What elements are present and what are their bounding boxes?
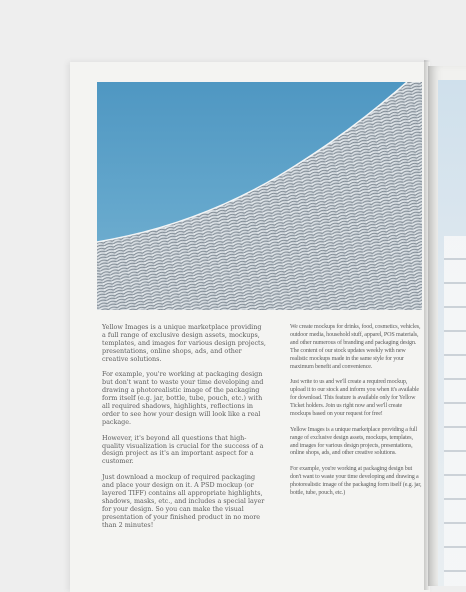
article-column-left [102,324,267,537]
wave-facade-graphic [97,82,422,310]
architecture-photo [97,82,422,310]
article-column-right [290,324,422,506]
paragraph: Yellow Images is a unique marketplace providing a full range of exclusive design assets, mockups, templates, and images for various design projects, presentations, online shops, ads, and other creative solutions. [102,323,266,363]
magazine-spine-shadow [424,60,430,590]
facade-surface [97,82,422,310]
paragraph: For example, you're working at packaging design but don't want to waste your time developing and drawing a photorealistic image of the packaging form itself (e.g. jar, bottle, tube, pouch, etc.) with all required shadows, highlights, reflections in order to see how your design will look like a real package. [102,370,264,426]
paragraph: For example, you're working at packaging design but don't want to waste your time developing and drawing a photorealistic image of the packaging form itself (e.g. jar, bottle, tube, pouch, etc.) [290,466,422,496]
paragraph: However, it's beyond all questions that high-quality visualization is crucial for the success of a design project as it's an important aspect for a customer. [102,433,264,466]
paragraph: We create mockups for drinks, food, cosmetics, vehicles, outdoor media, household stuff, apparel, POS materials, and other numerous of branding and packaging design. The content of our stock updates weekly with new realistic mockups made in the same style for your maximum benefit and convenience. [290,324,421,370]
paragraph: Just download a mockup of required packaging and place your design on it. A PSD mockup (or layered TIFF) contains all appropriate highlights, shadows, masks, etc., and includes a special layer for your design. So you can make the visual presentation of your finished product in no more than 2 minutes! [102,473,265,529]
paragraph: Yellow Images is a unique marketplace providing a full range of exclusive design assets, mockups, templates, and images for various design projects, presentations, online shops, ads, and other creative solutions. [290,426,418,457]
paragraph: Just write to us and we'll create a required mockup, upload it to our stock and inform you when it's available for download. This feature is available only for Yellow Ticket holders. Join us right now and we'll create mockups based on your request for free! [290,379,419,417]
magazine-right-page [428,66,466,586]
building-facade [444,236,466,586]
